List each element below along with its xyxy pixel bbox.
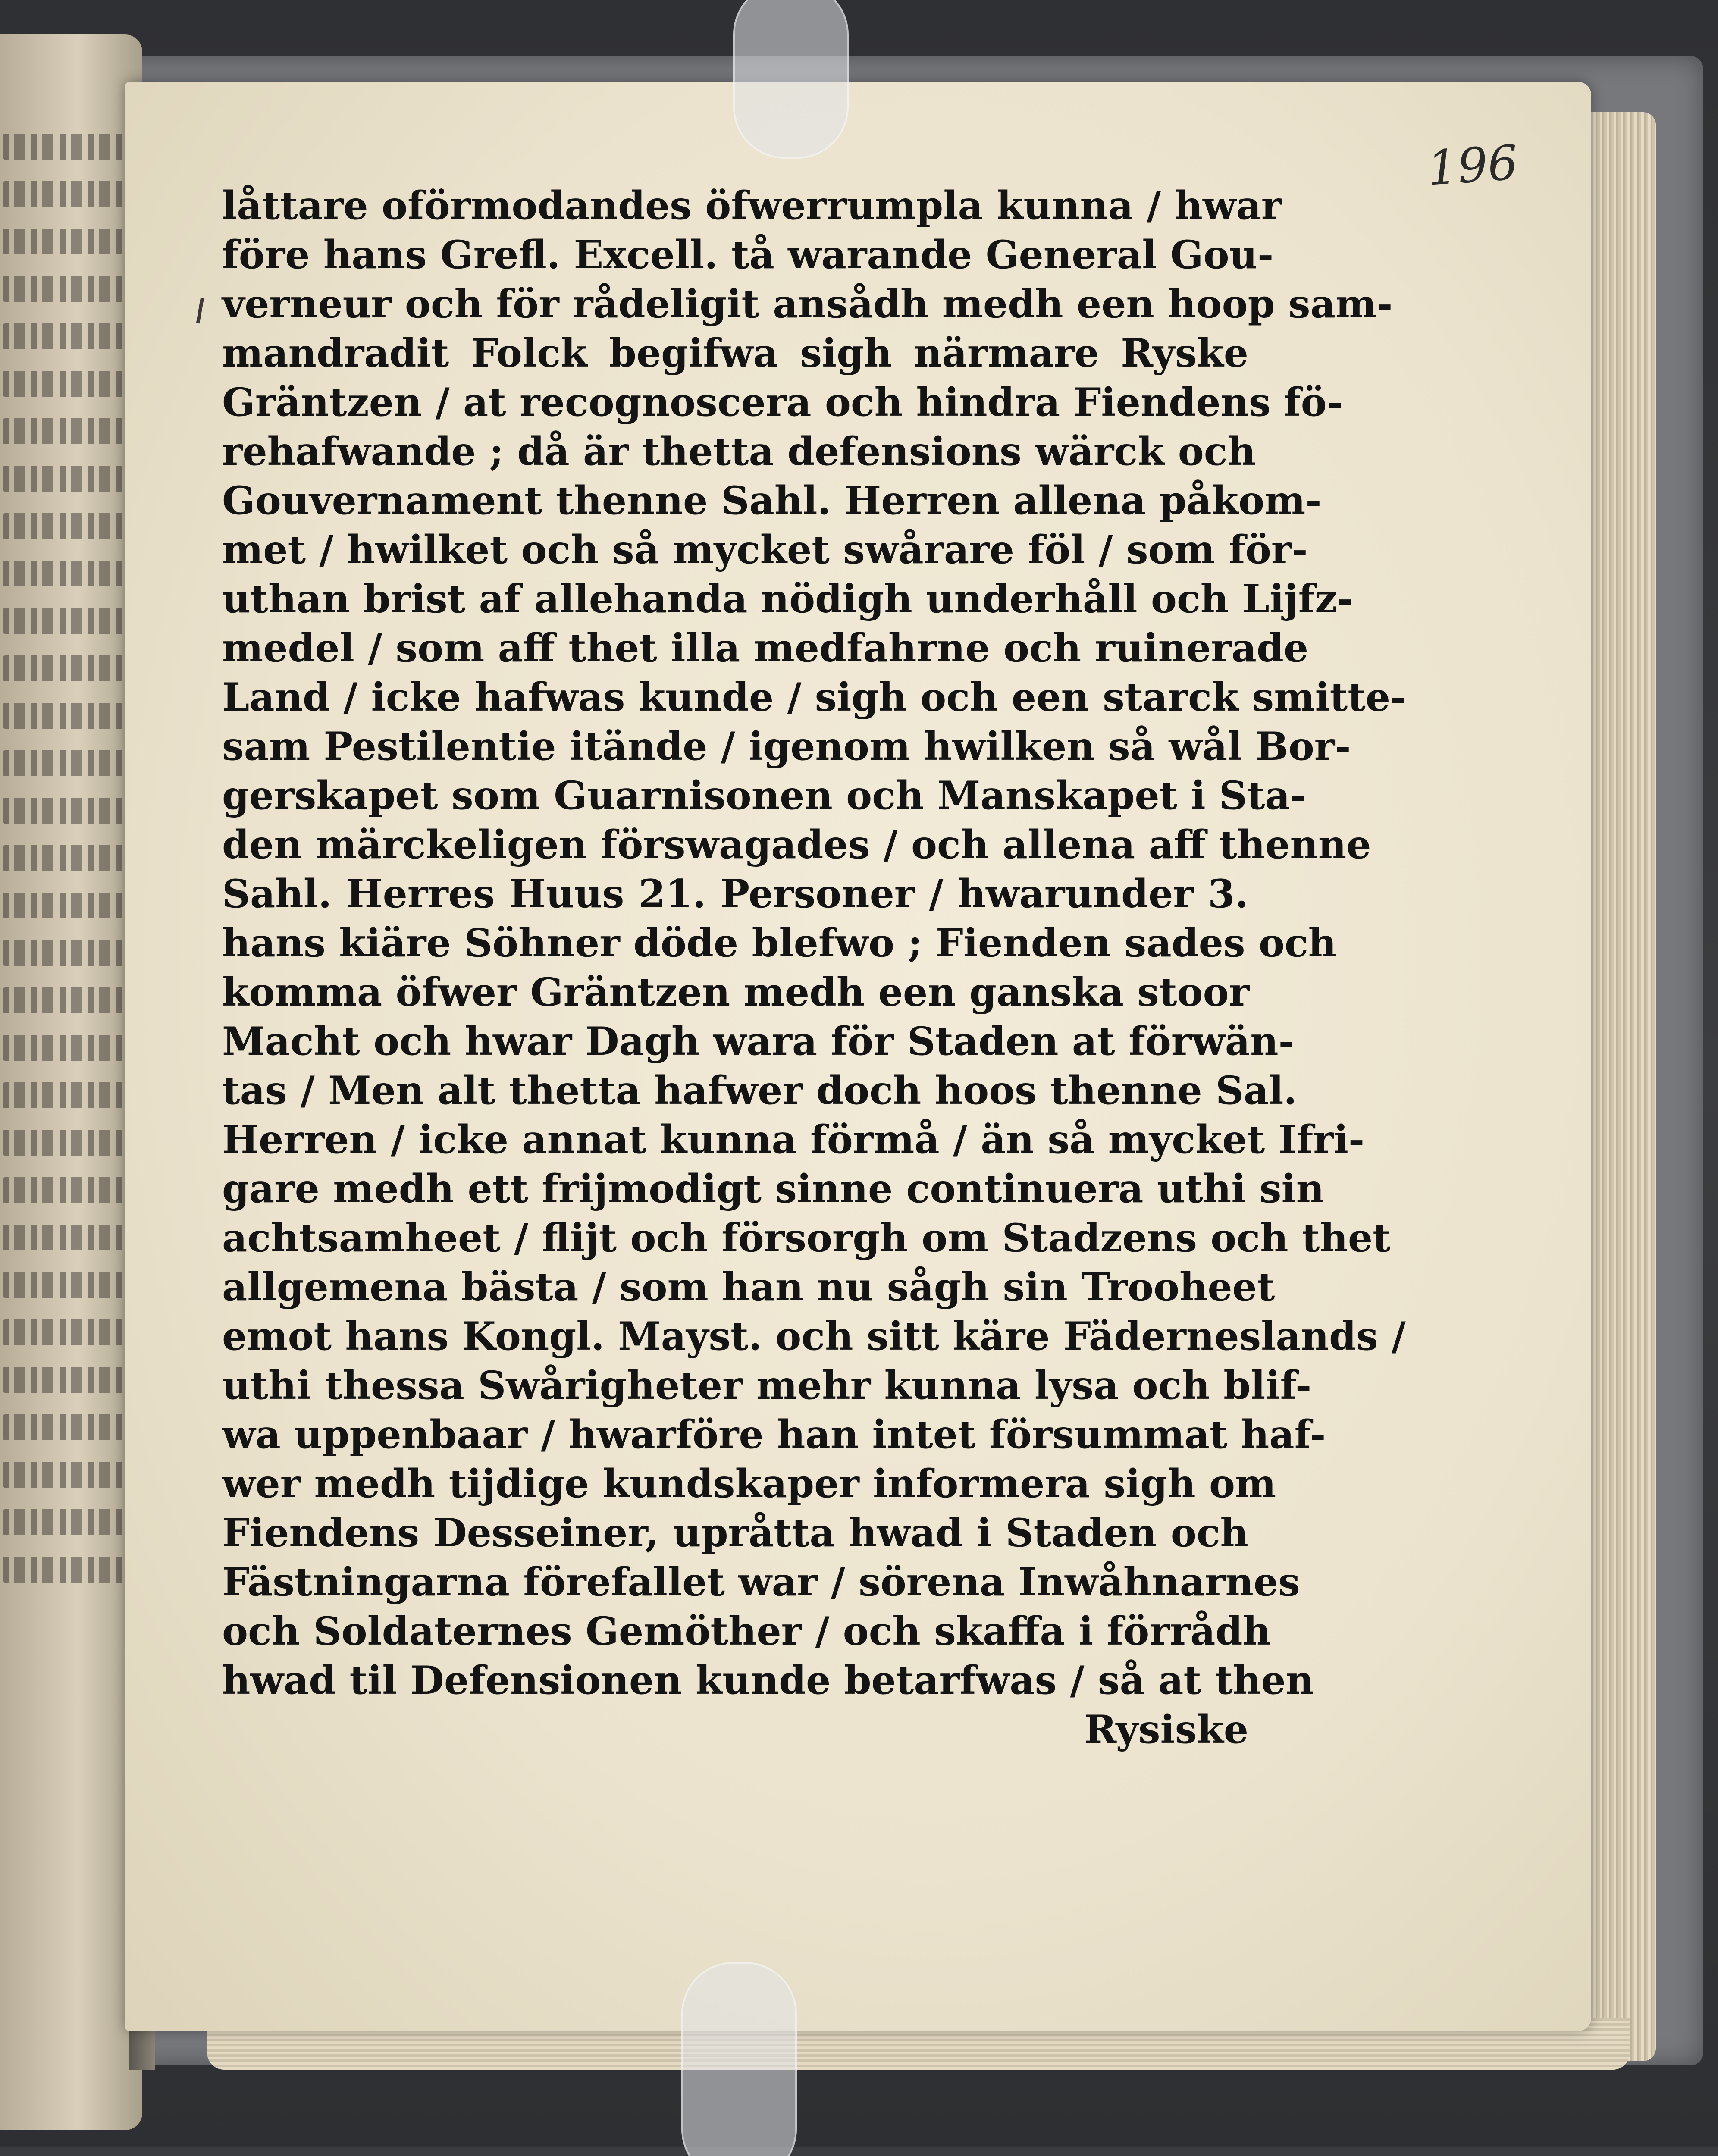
left-page-text-fragment xyxy=(3,1130,132,1156)
page-clip-top xyxy=(733,0,849,159)
left-page-text-fragment xyxy=(3,229,132,254)
text-line: gare medh ett frijmodigt sinne continuera uthi sin xyxy=(222,1166,1325,1212)
text-line: tas / Men alt thetta hafwer doch hoos thenne Sal. xyxy=(222,1068,1297,1113)
text-line: mandradit Folck begifwa sigh närmare Ryske xyxy=(222,330,1248,376)
left-page-text-fragment xyxy=(3,987,132,1013)
left-page-text-fragment xyxy=(3,1509,132,1535)
left-page-text-fragment xyxy=(3,1225,132,1250)
left-page-text-fragment xyxy=(3,1462,132,1488)
left-page-text-fragment xyxy=(3,1557,132,1583)
text-line: wa uppenbaar / hwarföre han intet försummat haf- xyxy=(222,1412,1326,1457)
text-line: met / hwilket och så mycket swårare föl / som för- xyxy=(222,527,1308,573)
text-line: före hans Grefl. Excell. tå warande General Gou- xyxy=(222,232,1274,278)
text-line: achtsamheet / flijt och försorgh om Stadzens och thet xyxy=(222,1215,1391,1261)
page-clip-bottom xyxy=(681,1962,797,2156)
left-page-text-fragment xyxy=(3,561,132,586)
left-page-text-fragment xyxy=(3,608,132,634)
left-page-text-fragment xyxy=(3,1177,132,1203)
left-page-text-fragment xyxy=(3,1319,132,1345)
left-page-text-fragment xyxy=(3,703,132,729)
text-line: emot hans Kongl. Mayst. och sitt käre Fäderneslands / xyxy=(222,1313,1406,1359)
text-line: Land / icke hafwas kunde / sigh och een starck smitte- xyxy=(222,674,1407,720)
left-page-text-fragment xyxy=(3,134,132,160)
left-page-text-fragment xyxy=(3,750,132,776)
left-page-text-fragment xyxy=(3,940,132,966)
left-page-text-fragment xyxy=(3,181,132,207)
text-line: Sahl. Herres Huus 21. Personer / hwarunder 3. xyxy=(222,871,1248,917)
left-page-text-fragment xyxy=(3,1082,132,1108)
text-line: uthi thessa Swårigheter mehr kunna lysa och blif- xyxy=(222,1363,1312,1408)
text-line: verneur och för rådeligit ansådh medh een hoop sam- xyxy=(222,281,1393,327)
text-line: hans kiäre Söhner döde blefwo ; Fienden sades och xyxy=(222,920,1337,966)
left-page-text-fragment xyxy=(3,323,132,349)
left-page-text-fragment xyxy=(3,893,132,918)
text-line: sam Pestilentie itände / igenom hwilken så wål Bor- xyxy=(222,724,1351,769)
left-page-text-fragment xyxy=(3,655,132,681)
text-line: den märckeligen förswagades / och allena aff thenne xyxy=(222,822,1371,868)
left-page-text-fragment xyxy=(3,1367,132,1393)
text-line: Gräntzen / at recognoscera och hindra Fiendens fö- xyxy=(222,379,1343,425)
text-line: Fästningarna förefallet war / sörena Inwåhnarnes xyxy=(222,1559,1300,1605)
text-line: komma öfwer Gräntzen medh een ganska stoor xyxy=(222,969,1250,1015)
left-page-text-fragment xyxy=(3,466,132,492)
text-line: Gouvernament thenne Sahl. Herren allena påkom- xyxy=(222,478,1322,523)
left-page-text-fragment xyxy=(3,371,132,397)
page-body xyxy=(222,181,1407,1754)
text-line: uthan brist af allehanda nödigh underhåll och Lijfz- xyxy=(222,576,1353,622)
text-line: gerskapet som Guarnisonen och Manskapet i Sta- xyxy=(222,773,1307,818)
text-line: wer medh tijdige kundskaper informera sigh om xyxy=(222,1461,1276,1507)
text-line: medel / som aff thet illa medfahrne och ruinerade xyxy=(222,625,1309,671)
left-page-text-fragment xyxy=(3,1414,132,1440)
left-page-text-fragment xyxy=(3,1272,132,1298)
catchword: Rysiske xyxy=(1084,1707,1248,1752)
text-line: låttare oförmodandes öfwerrumpla kunna / hwar xyxy=(222,183,1282,229)
left-page-text-fragment xyxy=(3,798,132,824)
left-page-text-fragment xyxy=(3,1035,132,1061)
left-page-text-fragment xyxy=(3,418,132,444)
text-line: Fiendens Desseiner, upråtta hwad i Staden och xyxy=(222,1510,1248,1556)
text-line: Macht och hwar Dagh wara för Staden at förwän- xyxy=(222,1018,1295,1064)
left-page-edge xyxy=(0,34,142,2130)
left-page-text-fragment xyxy=(3,276,132,302)
text-line: rehafwande ; då är thetta defensions wärck och xyxy=(222,429,1256,474)
text-line: och Soldaternes Gemöther / och skaffa i förrådh xyxy=(222,1608,1271,1654)
text-line: Herren / icke annat kunna förmå / än så mycket Ifri- xyxy=(222,1117,1365,1163)
page-number: 196 xyxy=(1425,135,1520,196)
text-line: allgemena bästa / som han nu sågh sin Trooheet xyxy=(222,1264,1275,1310)
text-line: hwad til Defensionen kunde betarfwas / så at then xyxy=(222,1658,1314,1703)
left-page-text-fragment xyxy=(3,513,132,539)
left-page-text-fragment xyxy=(3,845,132,871)
